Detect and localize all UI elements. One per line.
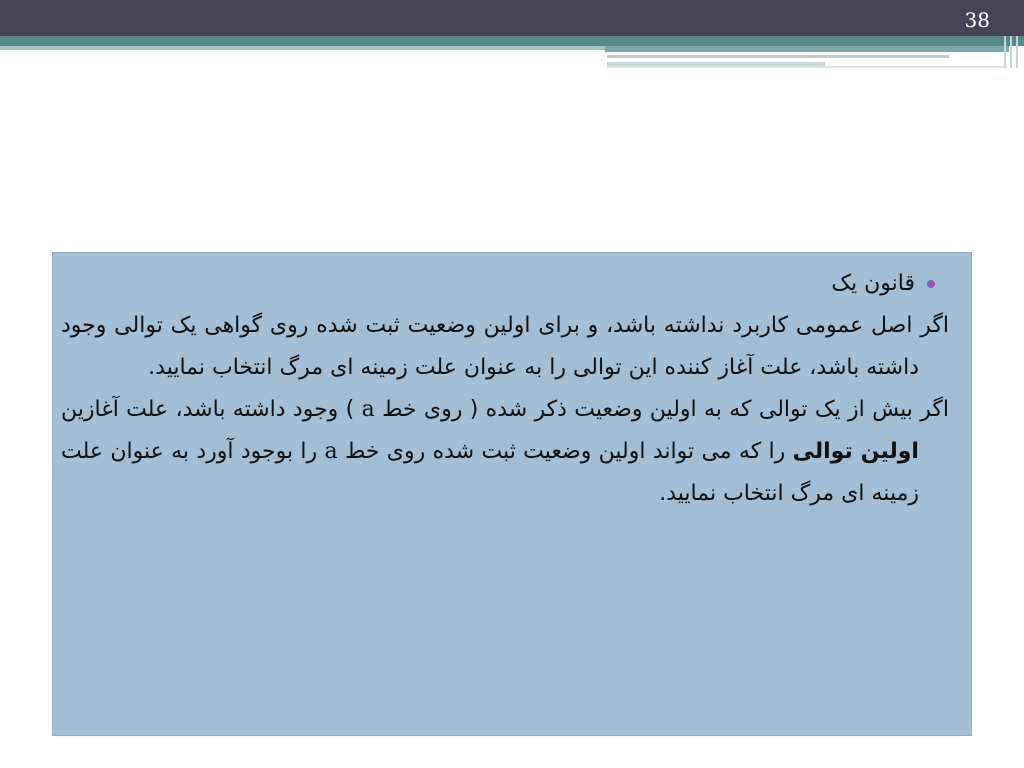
bullet-dot-icon — [927, 280, 935, 288]
bold-term: اولین توالی — [792, 439, 919, 464]
paragraph2-text: را که می تواند اولین وضعیت ثبت شده روی خط — [344, 439, 786, 464]
slide-number: 38 — [964, 8, 990, 32]
line-letter: a — [324, 439, 338, 464]
content-box — [52, 252, 972, 736]
header-decoration-line — [607, 55, 949, 58]
line-letter: a — [361, 397, 375, 422]
header-accent-band-light — [0, 46, 605, 50]
header-accent-band — [0, 36, 1024, 46]
content-text — [61, 263, 949, 515]
paragraph2-text: را بوجود آورد به عنوان علت زمینه ای مرگ انتخاب نمایید. — [61, 439, 919, 506]
header-bar — [0, 0, 1024, 36]
paragraph-rule-1: اگر اصل عمومی کاربرد نداشته باشد، و برای اولین وضعیت ثبت شده روی گواهی یک توالی وجود داشته باشد، علت آغاز کننده این توالی را به عنوان علت زمینه ای مرگ انتخاب نمایید. — [61, 313, 949, 380]
paragraph2-text: ) وجود داشته باشد، علت آغازین — [61, 397, 355, 422]
bullet-title: قانون یک — [831, 271, 915, 296]
header-decoration-vline — [1016, 36, 1018, 68]
paragraph-rule-2 — [61, 389, 949, 515]
header-decoration-line — [607, 66, 1007, 68]
header-decoration-vline — [1010, 36, 1012, 68]
header-decoration-vline — [1004, 36, 1006, 68]
header-decoration-block — [605, 46, 1009, 52]
bullet-item — [61, 263, 949, 305]
paragraph2-text: اگر بیش از یک توالی که به اولین وضعیت ذکر شده ( روی خط — [382, 397, 950, 422]
